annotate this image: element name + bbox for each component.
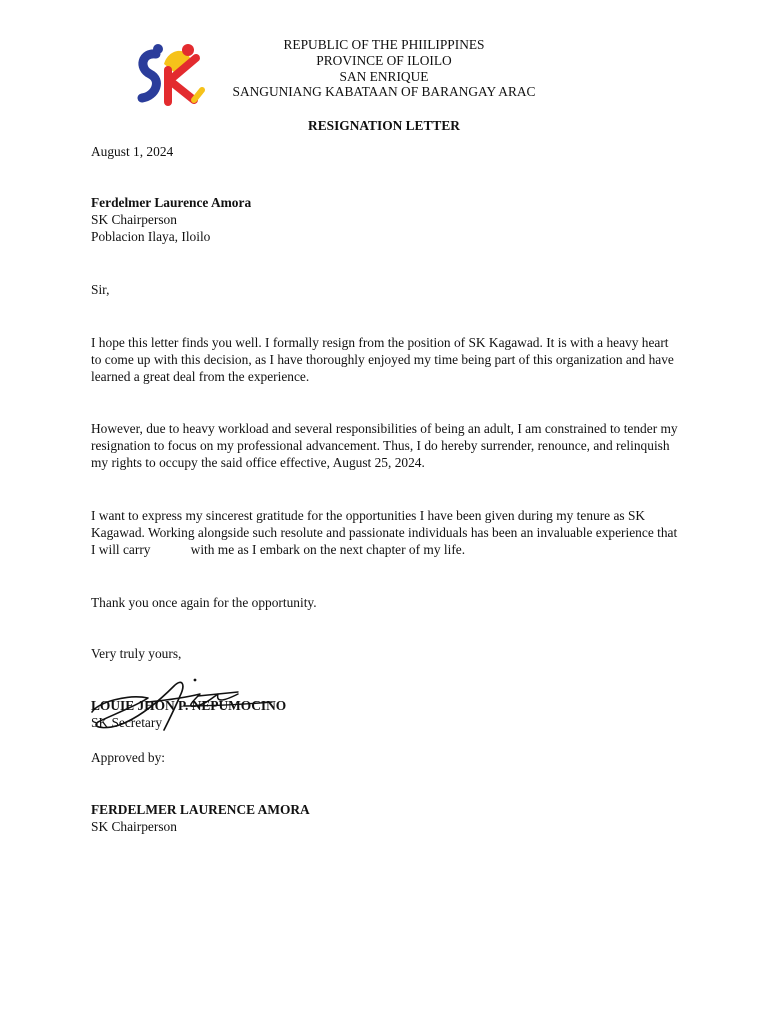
header-line-1: REPUBLIC OF THE PHIILIPPINES: [283, 37, 485, 52]
document-title: RESIGNATION LETTER: [308, 118, 460, 133]
letter-date: August 1, 2024: [91, 144, 174, 159]
closing: Very truly yours,: [91, 646, 182, 661]
approver-block: [91, 801, 681, 835]
recipient-address: Poblacion Ilaya, Iloilo: [91, 229, 211, 244]
recipient-name: Ferdelmer Laurence Amora: [91, 195, 252, 210]
letterhead: [184, 37, 584, 100]
sender-block: [91, 697, 681, 731]
approved-label: Approved by:: [91, 750, 166, 765]
recipient-position: SK Chairperson: [91, 212, 177, 227]
header-line-2: PROVINCE OF ILOILO: [316, 52, 452, 68]
sender-position: SK Secretary: [91, 715, 163, 730]
header-line-3: SAN ENRIQUE: [339, 68, 429, 84]
body-paragraph-2: However, due to heavy workload and several responsibilities of being an adult, I am constrained to tender my resignation to focus on my professional advancement. Thus, I do hereby surrender, renounce, and relinquish my rights to occupy the said office effective, August 25, 2024.: [91, 421, 678, 470]
salutation: Sir,: [91, 282, 110, 297]
header-line-4: SANGUNIANG KABATAAN OF BARANGAY ARAC: [232, 84, 536, 100]
body-paragraph-4: Thank you once again for the opportunity.: [91, 595, 317, 610]
sender-name: LOUIE JHON P. NEPUMOCINO: [91, 698, 287, 713]
approver-position: SK Chairperson: [91, 819, 177, 834]
recipient-block: [91, 194, 681, 245]
approver-name: FERDELMER LAURENCE AMORA: [91, 802, 310, 817]
body-paragraph-1: I hope this letter finds you well. I formally resign from the position of SK Kagawad. It is with a heavy heart to come up with this decision, as I have thoroughly enjoyed my time being part of this organization and have learned a great deal from the experience.: [91, 335, 674, 384]
body-paragraph-3: I want to express my sincerest gratitude for the opportunities I have been given during my tenure as SK Kagawad. Working alongside such resolute and passionate individuals has been an invaluable experience that I will carry with me as I embark on the next chapter of my life.: [91, 508, 681, 557]
